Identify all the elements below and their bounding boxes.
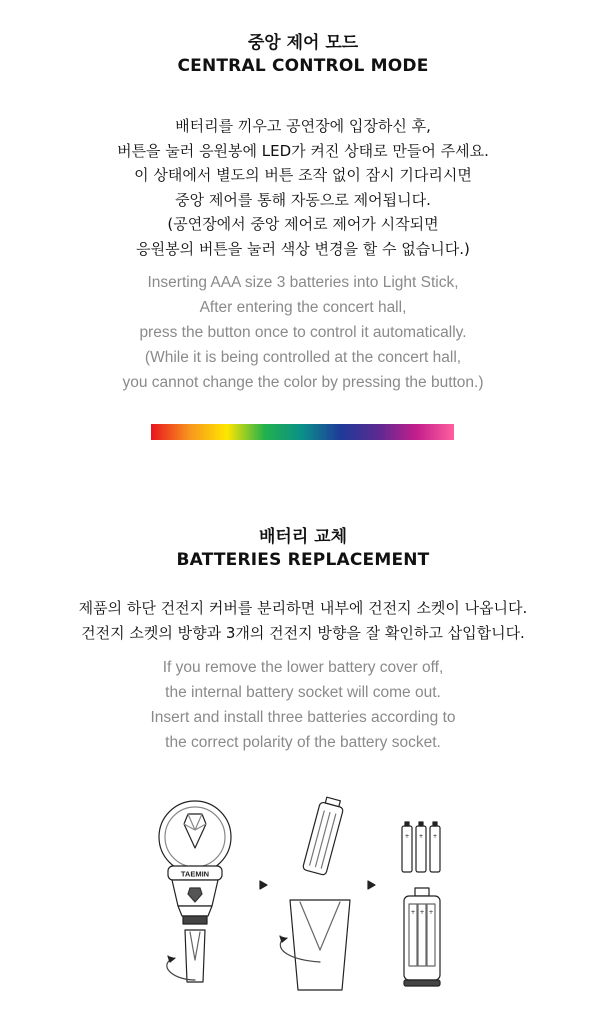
- svg-text:+: +: [428, 909, 434, 916]
- central-title-en: CENTRAL CONTROL MODE: [177, 56, 429, 76]
- svg-text:+: +: [418, 833, 424, 840]
- central-title-ko: 중앙 제어 모드: [247, 33, 359, 53]
- arrow-right-icon: [368, 881, 375, 889]
- batteries-ko-line: 건전지 소켓의 방향과 3개의 건전지 방향을 잘 확인하고 삽입합니다.: [81, 623, 525, 642]
- svg-text:+: +: [419, 909, 425, 916]
- rainbow-color-bar: [151, 424, 454, 440]
- svg-text:+: +: [410, 909, 416, 916]
- central-ko-line: 배터리를 끼우고 공연장에 입장하신 후,: [175, 117, 431, 135]
- central-ko-line: 중앙 제어를 통해 자동으로 제어됩니다.: [175, 190, 431, 209]
- central-description-ko: [0, 114, 606, 261]
- batteries-en-line: the internal battery socket will come out.: [165, 684, 441, 701]
- lightstick-icon: [159, 801, 231, 982]
- central-en-line: After entering the concert hall,: [199, 299, 407, 316]
- central-description-en: [0, 270, 606, 395]
- svg-text:+: +: [432, 833, 438, 840]
- central-control-section: [0, 32, 606, 395]
- battery-cover-icon: [280, 796, 350, 990]
- batteries-title-ko: 배터리 교체: [258, 527, 348, 547]
- batteries-ko-line: 제품의 하단 건전지 커버를 분리하면 내부에 건전지 소켓이 나옵니다.: [78, 599, 528, 617]
- central-en-line: (While it is being controlled at the concert hall,: [144, 349, 462, 366]
- central-ko-line: (공연장에서 중앙 제어로 제어가 시작되면: [167, 215, 439, 233]
- lightstick-logo-text: TAEMIN: [180, 869, 210, 879]
- central-en-line: you cannot change the color by pressing the button.): [122, 374, 484, 391]
- battery-socket-icon: [404, 888, 440, 986]
- battery-replacement-illustration: [150, 790, 460, 1000]
- central-ko-line: 이 상태에서 별도의 버튼 조작 없이 잠시 기다리시면: [134, 166, 472, 184]
- batteries-section: [0, 526, 606, 755]
- batteries-en-line: the correct polarity of the battery socket.: [165, 734, 441, 751]
- batteries-description-ko: [0, 596, 606, 645]
- batteries-description-en: [0, 655, 606, 755]
- batteries-title-en: BATTERIES REPLACEMENT: [176, 550, 430, 570]
- central-ko-line: 버튼을 눌러 응원봉에 LED가 켜진 상태로 만들어 주세요.: [117, 141, 489, 160]
- batteries-en-line: Insert and install three batteries according to: [150, 709, 456, 726]
- central-en-line: Inserting AAA size 3 batteries into Light Stick,: [147, 274, 459, 291]
- batteries-en-line: If you remove the lower battery cover off,: [162, 659, 444, 676]
- arrow-right-icon: [260, 881, 267, 889]
- central-ko-line: 응원봉의 버튼을 눌러 색상 변경을 할 수 없습니다.): [136, 239, 470, 258]
- svg-text:+: +: [404, 833, 410, 840]
- aaa-battery-icon: [402, 822, 440, 872]
- central-en-line: press the button once to control it automatically.: [139, 324, 467, 341]
